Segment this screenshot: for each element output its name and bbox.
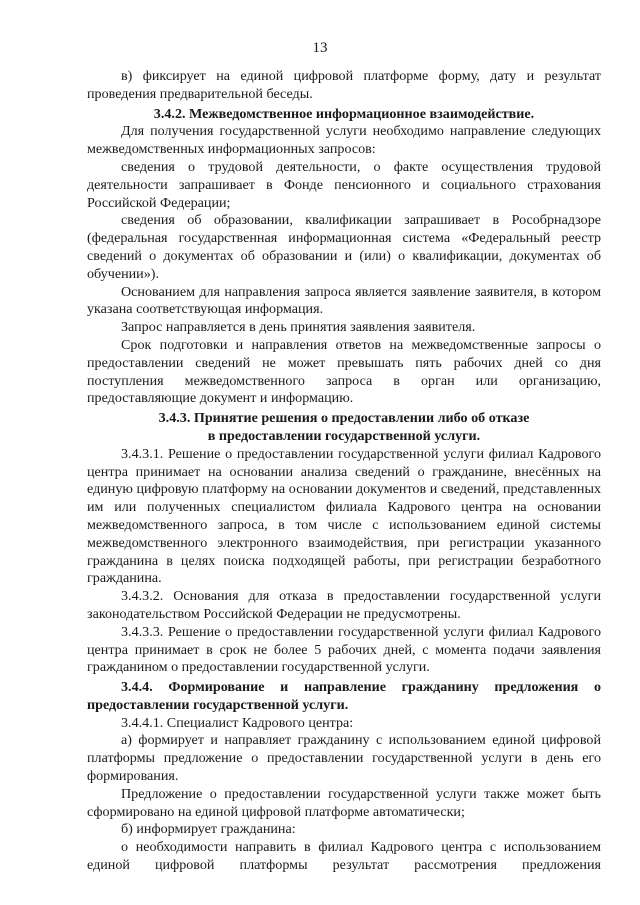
- paragraph: Запрос направляется в день принятия заявления заявителя.: [121, 319, 476, 336]
- section-heading: 3.4.3. Принятие решения о предоставлении либо об отказе: [158, 410, 530, 427]
- section-heading: 3.4.4. Формирование и направление гражданину предложения о предоставлении государственной услуги.: [87, 679, 601, 713]
- paragraph: Основанием для направления запроса является заявление заявителя, в котором указана соответствующая информация.: [87, 283, 601, 318]
- paragraph: Срок подготовки и направления ответов на межведомственные запросы о предоставлении сведений не может превышать пять рабочих дней со дня поступления межведомственного запроса в орган или организацию, предоставляющие документ и информацию.: [87, 336, 601, 407]
- paragraph: Для получения государственной услуги необходимо направление следующих межведомственных информационных запросов:: [87, 123, 601, 158]
- paragraph: Предложение о предоставлении государственной услуги также может быть сформировано на единой цифровой платформе автоматически;: [87, 785, 601, 820]
- paragraph: 3.4.3.3. Решение о предоставлении государственной услуги филиал Кадрового центра принимает в срок не более 5 рабочих дней, с момента подачи заявления гражданином о предоставлении государственной услуги.: [87, 623, 601, 676]
- section-heading: в предоставлении государственной услуги.: [207, 427, 481, 444]
- paragraph: в) фиксирует на единой цифровой платформе форму, дату и результат проведения предварительной беседы.: [87, 68, 601, 102]
- paragraph: б) информирует гражданина:: [121, 821, 296, 838]
- paragraph: сведения о трудовой деятельности, о факте осуществления трудовой деятельности запрашивает в Фонде пенсионного и социального страхования Российской Федерации;: [87, 158, 601, 211]
- page-number: 13: [312, 40, 328, 56]
- paragraph: о необходимости направить в филиал Кадрового центра с использованием единой цифровой платформы результат рассмотрения предложения: [87, 839, 601, 874]
- paragraph: 3.4.3.2. Основания для отказа в предоставлении государственной услуги законодательством Российской Федерации не предусмотрены.: [87, 588, 601, 622]
- paragraph: а) формирует и направляет гражданину с использованием единой цифровой платформы предложение о предоставлении государственной услуги в день его формирования.: [87, 732, 601, 785]
- paragraph: 3.4.4.1. Специалист Кадрового центра:: [121, 714, 354, 731]
- section-heading: 3.4.2. Межведомственное информационное взаимодействие.: [153, 105, 535, 122]
- document-body: [87, 68, 601, 875]
- paragraph: сведения об образовании, квалификации запрашивает в Рособрнадзоре (федеральная государственная информационная система «Федеральный реестр сведений о документах об образовании и (или) о квалификации, документах об обучении»).: [87, 212, 601, 282]
- paragraph: 3.4.3.1. Решение о предоставлении государственной услуги филиал Кадрового центра принимает на основании анализа сведений о гражданине, внесённых на единую цифровую платформу на основании документов и сведений, представленных им или полученных специалистом филиала Кадрового центра на основании межведомственного запроса, в том числе с использованием единой системы межведомственного электронного взаимодействия, при регистрации указанного гражданина в целях поиска подходящей работы, при регистрации безработного гражданина.: [87, 445, 601, 587]
